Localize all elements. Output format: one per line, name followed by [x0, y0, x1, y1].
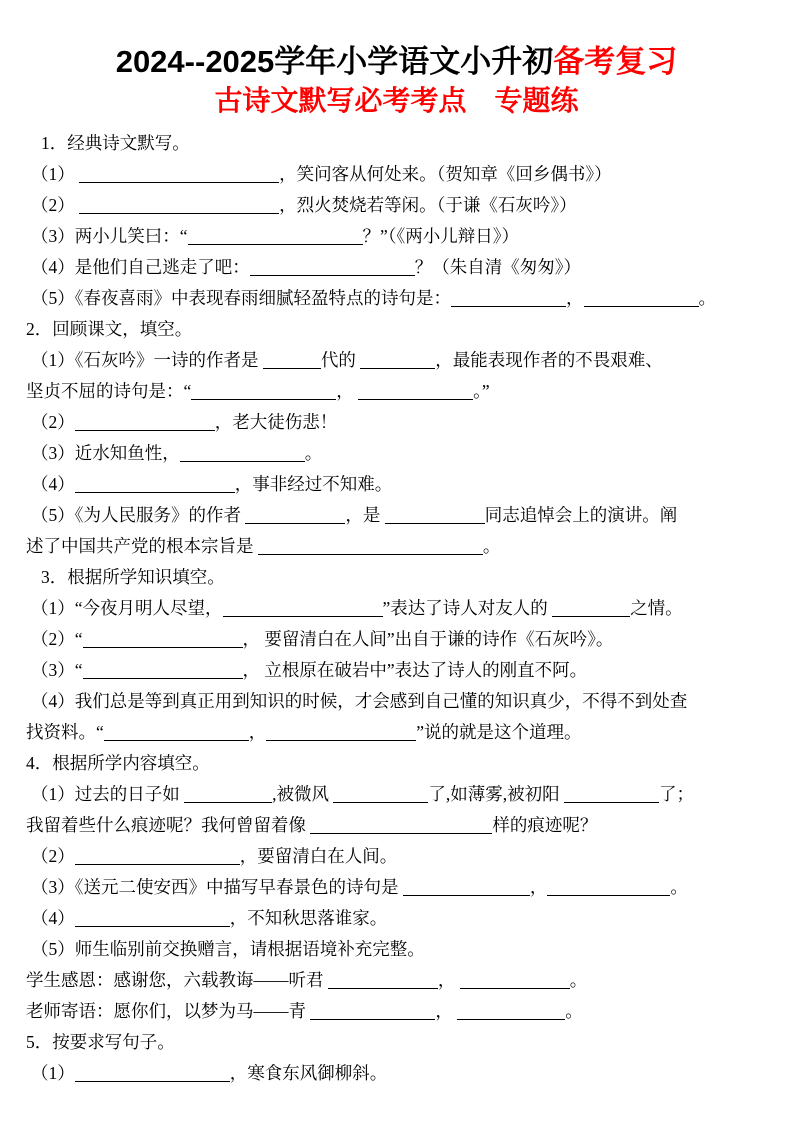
section-heading — [26, 1027, 763, 1058]
answer-blank[interactable] — [263, 354, 321, 369]
text-run: ，不知秋思落谁家。 — [229, 908, 388, 928]
text-run: 。 — [304, 443, 323, 463]
text-run: 。 — [670, 877, 688, 897]
section-heading — [26, 748, 763, 779]
text-run: ， — [437, 970, 460, 990]
question-line — [26, 903, 763, 934]
text-run: ，寒食东风御柳斜。 — [229, 1063, 388, 1083]
question-line — [26, 779, 763, 810]
text-run: 4．根据所学内容填空。 — [26, 753, 210, 773]
section-heading — [26, 128, 763, 159]
text-run: （3）《送元二使安西》中描写早春景色的诗句是 — [31, 877, 403, 897]
text-run: ， — [435, 1001, 458, 1021]
question-line — [26, 500, 763, 531]
text-run: 。” — [473, 381, 490, 401]
text-run: 代的 — [320, 350, 361, 370]
answer-blank[interactable] — [184, 788, 272, 803]
section-heading — [26, 314, 763, 345]
answer-blank[interactable] — [245, 509, 345, 524]
text-run: （3）“ — [31, 660, 83, 680]
text-run: （4） — [31, 908, 75, 928]
question-line — [26, 841, 763, 872]
question-line — [26, 407, 763, 438]
answer-blank[interactable] — [266, 726, 416, 741]
text-run: ,被微风 — [272, 784, 334, 804]
text-run: ， — [566, 288, 584, 308]
answer-blank[interactable] — [75, 416, 215, 431]
question-line — [26, 686, 763, 717]
text-run: （5）《为人民服务》的作者 — [31, 505, 246, 525]
text-run: （4）是他们自己逃走了吧： — [31, 257, 250, 277]
question-line — [26, 345, 763, 376]
question-line — [26, 376, 763, 407]
text-run: ，事非经过不知难。 — [234, 474, 393, 494]
text-run: 样的痕迹呢？ — [492, 815, 598, 835]
answer-blank[interactable] — [564, 788, 659, 803]
question-line — [26, 469, 763, 500]
answer-blank[interactable] — [188, 230, 363, 245]
text-run: （1）“今夜月明人尽望， — [31, 598, 223, 618]
answer-blank[interactable] — [547, 881, 670, 896]
question-line — [26, 283, 763, 314]
question-line — [26, 996, 763, 1027]
answer-blank[interactable] — [75, 850, 240, 865]
answer-blank[interactable] — [584, 292, 699, 307]
text-run: 老师寄语：愿你们，以梦为马——青 — [26, 1001, 311, 1021]
text-run: 3．根据所学知识填空。 — [41, 567, 225, 587]
text-run: （1） — [31, 164, 80, 184]
text-run: ，最能表现作者的不畏艰难、 — [435, 350, 663, 370]
text-run: ， — [336, 381, 359, 401]
answer-blank[interactable] — [83, 664, 243, 679]
text-run: （5）《春夜喜雨》中表现春雨细腻轻盈特点的诗句是： — [31, 288, 451, 308]
section-heading — [26, 562, 763, 593]
answer-blank[interactable] — [79, 168, 279, 183]
text-run: 。 — [482, 536, 501, 556]
text-run: ， 立根原在破岩中”表达了诗人的刚直不阿。 — [242, 660, 588, 680]
document-header — [0, 0, 793, 119]
question-line — [26, 810, 763, 841]
answer-blank[interactable] — [191, 385, 336, 400]
text-run: （2） — [31, 846, 75, 866]
answer-blank[interactable] — [223, 602, 383, 617]
answer-blank[interactable] — [79, 199, 279, 214]
text-run: 学生感恩：感谢您，六载教诲——听君 — [26, 970, 328, 990]
text-run: 。 — [565, 1001, 583, 1021]
answer-blank[interactable] — [333, 788, 428, 803]
question-line — [26, 934, 763, 965]
question-line — [26, 717, 763, 748]
question-line — [26, 252, 763, 283]
answer-blank[interactable] — [258, 540, 483, 555]
document-title — [0, 42, 793, 82]
answer-blank[interactable] — [104, 726, 249, 741]
question-line — [26, 965, 763, 996]
text-run: （1） — [31, 1063, 75, 1083]
text-run: ，烈火焚烧若等闲。（于谦《石灰吟》） — [279, 195, 577, 215]
text-run: （4） — [31, 474, 75, 494]
text-run: ，老大徒伤悲！ — [214, 412, 338, 432]
answer-blank[interactable] — [360, 354, 435, 369]
answer-blank[interactable] — [358, 385, 473, 400]
text-run: ？（朱自清《匆匆》） — [414, 257, 581, 277]
text-run: （2）“ — [31, 629, 83, 649]
answer-blank[interactable] — [451, 292, 566, 307]
title-black-part: 2024--2025学年小学语文小升初 — [115, 44, 554, 79]
question-line — [26, 531, 763, 562]
answer-blank[interactable] — [403, 881, 530, 896]
answer-blank[interactable] — [310, 819, 492, 834]
text-run: 述了中国共产党的根本宗旨是 — [26, 536, 258, 556]
text-run: ，是 — [345, 505, 385, 525]
title-red-part: 备考复习 — [553, 44, 678, 79]
text-run: （3）近水知鱼性， — [31, 443, 180, 463]
text-run: 找资料。“ — [26, 722, 104, 742]
text-run: 1．经典诗文默写。 — [41, 133, 190, 153]
question-line — [26, 1058, 763, 1089]
text-run: ， — [529, 877, 548, 897]
text-run: （4）我们总是等到真正用到知识的时候，才会感到自己懂的知识真少，不得不到处查 — [31, 691, 688, 711]
text-run: ？”（《两小儿辩日》） — [362, 226, 520, 246]
answer-blank[interactable] — [250, 261, 415, 276]
text-run: ，要留清白在人间。 — [239, 846, 398, 866]
question-line — [26, 221, 763, 252]
text-run: 。 — [569, 970, 588, 990]
text-run: 5．按要求写句子。 — [26, 1032, 175, 1052]
question-line — [26, 190, 763, 221]
text-run: 了； — [659, 784, 694, 804]
answer-blank[interactable] — [552, 602, 630, 617]
text-run: 。 — [698, 288, 716, 308]
question-line — [26, 872, 763, 903]
question-line — [26, 655, 763, 686]
question-line — [26, 624, 763, 655]
text-run: ”说的就是这个道理。 — [416, 722, 582, 742]
text-run: （2） — [31, 412, 75, 432]
text-run: ， — [248, 722, 267, 742]
text-run: 坚贞不屈的诗句是：“ — [26, 381, 192, 401]
question-line — [26, 438, 763, 469]
question-line — [26, 159, 763, 190]
answer-blank[interactable] — [75, 912, 230, 927]
answer-blank[interactable] — [310, 1005, 435, 1020]
text-run: 2．回顾课文，填空。 — [26, 319, 193, 339]
text-run: （5）师生临别前交换赠言，请根据语境补充完整。 — [31, 939, 425, 959]
answer-blank[interactable] — [457, 1005, 565, 1020]
answer-blank[interactable] — [75, 1067, 230, 1082]
text-run: （2） — [31, 195, 80, 215]
text-run: 之情。 — [630, 598, 683, 618]
text-run: （1）《石灰吟》一诗的作者是 — [31, 350, 263, 370]
document-subtitle: 古诗文默写必考考点 专题练 — [214, 85, 579, 116]
text-run: 同志追悼会上的演讲。阐 — [484, 505, 678, 525]
text-run: （1）过去的日子如 — [31, 784, 185, 804]
text-run: 我留着些什么痕迹呢？我何曾留着像 — [26, 815, 311, 835]
text-run: （3）两小儿笑曰：“ — [31, 226, 188, 246]
answer-blank[interactable] — [83, 633, 243, 648]
question-line — [26, 593, 763, 624]
text-run: ”表达了诗人对友人的 — [382, 598, 553, 618]
answer-blank[interactable] — [460, 974, 570, 989]
text-run: ， 要留清白在人间”出自于谦的诗作《石灰吟》。 — [242, 629, 614, 649]
text-run: 了,如薄雾,被初阳 — [428, 784, 564, 804]
answer-blank[interactable] — [75, 478, 235, 493]
document-body — [0, 128, 793, 1089]
answer-blank[interactable] — [385, 509, 485, 524]
text-run: ，笑问客从何处来。（贺知章《回乡偶书》） — [279, 164, 612, 184]
answer-blank[interactable] — [328, 974, 438, 989]
answer-blank[interactable] — [180, 447, 305, 462]
